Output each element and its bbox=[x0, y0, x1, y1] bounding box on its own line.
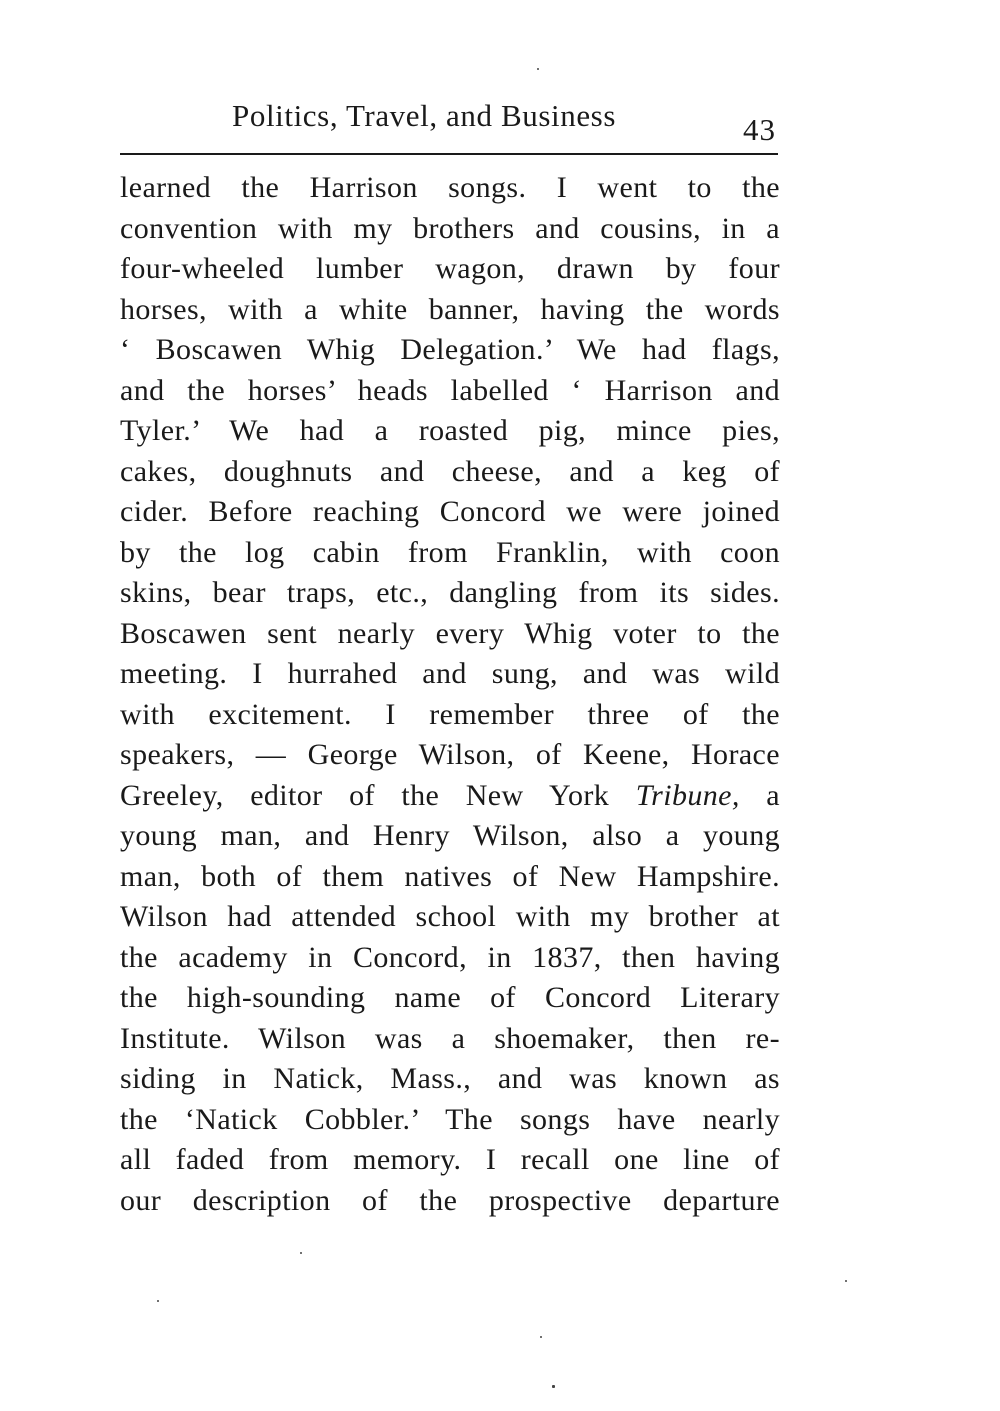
text-line: the academy in Concord, in 1837, then having bbox=[120, 940, 780, 974]
text-line: Institute. Wilson was a shoemaker, then re- bbox=[120, 1021, 780, 1055]
paper-speck bbox=[845, 1280, 847, 1282]
paper-speck bbox=[537, 68, 539, 70]
text-line-end: a bbox=[766, 778, 781, 812]
header-rule bbox=[120, 153, 778, 155]
text-line: cider. Before reaching Concord we were joined bbox=[120, 495, 780, 528]
page-number: 43 bbox=[743, 112, 776, 147]
paper-speck bbox=[552, 1385, 555, 1388]
text-line: the ‘Natick Cobbler.’ The songs have nearly bbox=[120, 1102, 780, 1136]
text-line: skins, bear traps, etc., dangling from its sides. bbox=[120, 576, 780, 609]
text-line: all faded from memory. I recall one line of bbox=[120, 1143, 780, 1176]
text-line: young man, and Henry Wilson, also a young bbox=[120, 819, 780, 852]
text-line: with excitement. I remember three of the bbox=[120, 697, 780, 731]
running-head-title: Politics, Travel, and Business bbox=[232, 98, 617, 133]
text-line: meeting. I hurrahed and sung, and was wild bbox=[120, 657, 780, 690]
paper-speck bbox=[540, 1336, 542, 1338]
text-line: speakers, — George Wilson, of Keene, Horace bbox=[120, 738, 780, 771]
text-line: the high-sounding name of Concord Literary bbox=[120, 981, 780, 1014]
text-line: ‘ Boscawen Whig Delegation.’ We had flags, bbox=[120, 333, 780, 366]
text-line: Wilson had attended school with my brother at bbox=[120, 900, 780, 933]
text-line: horses, with a white banner, having the words bbox=[120, 292, 780, 326]
text-line: four-wheeled lumber wagon, drawn by four bbox=[120, 252, 780, 285]
text-line: our description of the prospective departure bbox=[120, 1183, 780, 1217]
italic-title-tribune: Tribune, bbox=[635, 778, 740, 812]
text-line-with-italic bbox=[120, 776, 780, 817]
text-line: Boscawen sent nearly every Whig voter to the bbox=[120, 616, 780, 650]
text-line: man, both of them natives of New Hampshire. bbox=[120, 859, 780, 893]
text-line: learned the Harrison songs. I went to the bbox=[120, 171, 780, 204]
text-line: and the horses’ heads labelled ‘ Harrison and bbox=[120, 373, 780, 407]
text-line: by the log cabin from Franklin, with coon bbox=[120, 535, 780, 569]
body-text bbox=[120, 168, 780, 1221]
text-line: siding in Natick, Mass., and was known as bbox=[120, 1062, 780, 1095]
text-line-start: Greeley, editor of the New York bbox=[120, 778, 610, 812]
running-head bbox=[120, 98, 780, 146]
text-line: cakes, doughnuts and cheese, and a keg of bbox=[120, 454, 780, 488]
paper-speck bbox=[300, 1252, 302, 1254]
text-line: convention with my brothers and cousins, in a bbox=[120, 211, 780, 245]
paper-speck bbox=[157, 1300, 159, 1302]
text-line: Tyler.’ We had a roasted pig, mince pies, bbox=[120, 414, 780, 447]
